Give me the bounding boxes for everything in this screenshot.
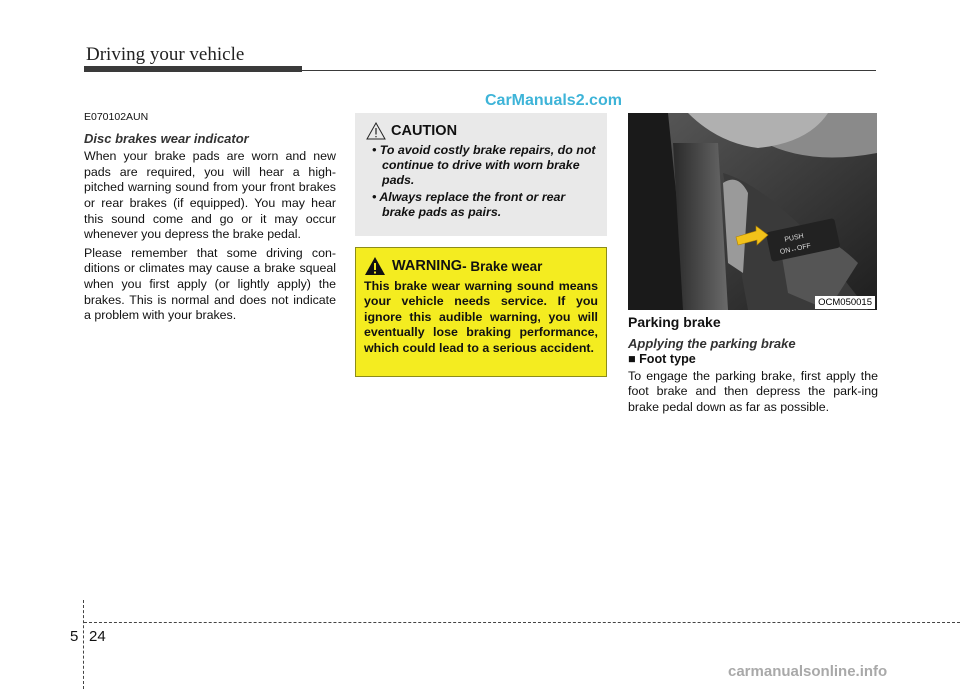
applying-subheading: Applying the parking brake xyxy=(628,335,796,351)
page-number: 24 xyxy=(89,628,106,645)
right-column xyxy=(628,315,878,419)
parking-brake-pedal-illustration xyxy=(628,113,877,310)
paragraph-engage-parking-brake: To engage the parking brake, first apply the foot brake and then depress the park-ing brake pedal down as far as possible. xyxy=(628,368,878,414)
pedal-text-push: PUSH xyxy=(783,232,805,244)
footer-rule xyxy=(84,622,960,623)
site-watermark: carmanualsonline.info xyxy=(728,663,888,680)
warning-box xyxy=(355,247,607,377)
section-subhead: Disc brakes wear indicator xyxy=(84,130,249,146)
warning-subtitle: - Brake wear xyxy=(462,258,543,274)
chapter-number: 5 xyxy=(70,628,79,645)
caution-box xyxy=(355,113,607,236)
caution-item: • To avoid costly brake repairs, do not continue to drive with worn brake pads. xyxy=(372,143,596,187)
header-rule xyxy=(302,70,876,71)
pedal-text-onoff: ON↔OFF xyxy=(779,242,812,256)
paragraph-brake-squeal: Please remember that some driving con-ditions or climates may cause a brake squeal when you first apply (or lightly apply) the brakes. This is normal and does not indicate a problem with your brakes. xyxy=(84,245,336,323)
warning-title: WARNING xyxy=(392,258,463,274)
section-code: E070102AUN xyxy=(84,111,149,123)
page-header-title: Driving your vehicle xyxy=(86,44,245,65)
caution-title: CAUTION xyxy=(391,123,458,139)
caution-list xyxy=(365,143,597,220)
paragraph-wear-indicator: When your brake pads are worn and new pads are required, you will hear a high-pitched warning sound from your front brakes or rear brakes (if equipped). You may hear this sound come and go or it may occur whenever you depress the brake pedal. xyxy=(84,149,336,242)
caution-triangle-icon xyxy=(365,121,387,141)
footer-vertical-rule xyxy=(83,600,84,689)
foot-type-heading: ■ Foot type xyxy=(628,352,696,367)
caution-heading xyxy=(365,121,597,141)
watermark-link[interactable]: CarManuals2.com xyxy=(485,92,622,109)
warning-heading xyxy=(364,256,598,276)
caution-item: • Always replace the front or rear brake pads as pairs. xyxy=(372,190,566,219)
warning-triangle-icon xyxy=(364,256,386,276)
photo-label: OCM050015 xyxy=(815,296,875,309)
parking-brake-photo xyxy=(628,113,877,310)
parking-brake-heading: Parking brake xyxy=(628,314,721,330)
warning-text: This brake wear warning sound means your vehicle needs service. If you ignore this audible warning, you will eventually lose braking performance, which could lead to a serious accident. xyxy=(364,279,598,355)
left-column xyxy=(84,110,336,327)
header-bar xyxy=(84,66,302,72)
